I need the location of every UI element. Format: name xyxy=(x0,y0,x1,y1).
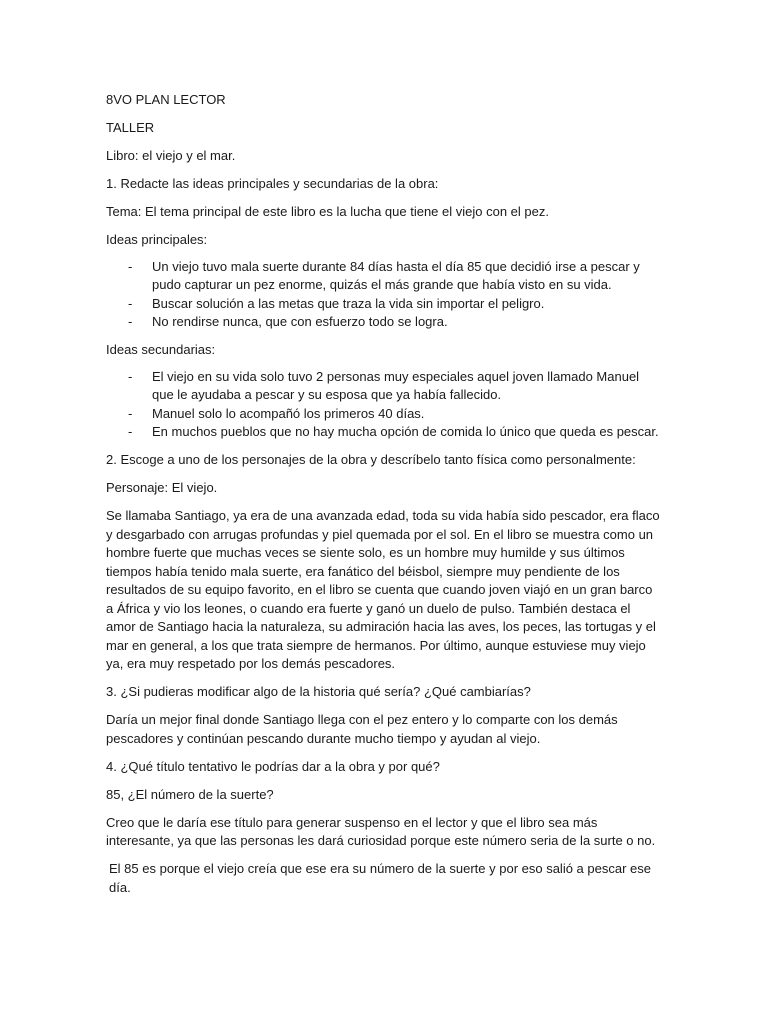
ideas-secundarias-list xyxy=(106,368,662,442)
list-item xyxy=(106,313,662,332)
dash-bullet: - xyxy=(128,405,133,421)
book-line: Libro: el viejo y el mar. xyxy=(106,148,236,163)
ideas-principales-list xyxy=(106,258,662,332)
ideas-principales-label: Ideas principales: xyxy=(106,232,208,247)
document-page xyxy=(106,91,662,907)
dash-bullet: - xyxy=(128,258,133,274)
list-item-text: Buscar solución a las metas que traza la vida sin importar el peligro. xyxy=(152,295,545,311)
list-item-text: Manuel solo lo acompañó los primeros 40 días. xyxy=(152,405,425,421)
list-item xyxy=(106,368,662,405)
question-1: 1. Redacte las ideas principales y secundarias de la obra: xyxy=(106,176,439,191)
list-item-text: Un viejo tuvo mala suerte durante 84 días hasta el día 85 que decidió irse a pescar y pudo capturar un pez enorme, quizás el más grande que había visto en su vida. xyxy=(152,258,640,292)
dash-bullet: - xyxy=(128,424,133,439)
list-item-text: No rendirse nunca, que con esfuerzo todo se logra. xyxy=(152,314,448,329)
tema-line: Tema: El tema principal de este libro es la lucha que tiene el viejo con el pez. xyxy=(106,204,549,219)
answer-4-extra: El 85 es porque el viejo creía que ese era su número de la suerte y por eso salió a pescar ese día. xyxy=(109,861,651,895)
list-item-text: En muchos pueblos que no hay mucha opción de comida lo único que queda es pescar. xyxy=(152,424,659,439)
document-title: 8VO PLAN LECTOR xyxy=(106,92,226,107)
character-description: Se llamaba Santiago, ya era de una avanzada edad, toda su vida había sido pescador, era flaco y desgarbado con arrugas profundas y piel quemada por el sol. En el libro se muestra como un hombre fuerte que muchas veces se siente solo, es un hombre muy humilde y sus últimos tiempos había tenido mala suerte, era fanático del béisbol, siempre muy pendiente de los resultados de su equipo favorito, en el libro se cuenta que cuando joven viajó en un gran barco a África y vio los leones, o cuando era fuerte y ganó un duelo de pulso. También destaca el amor de Santiago hacia la naturaleza, su admiración hacia las aves, los peces, las tortugas y el mar en general, a los que trata siempre de hermanos. Por último, aunque estuviese muy viejo ya, era muy respetado por los demás pescadores. xyxy=(106,508,660,671)
ideas-secundarias-label: Ideas secundarias: xyxy=(106,342,216,357)
list-item-text: El viejo en su vida solo tuvo 2 personas muy especiales aquel joven llamado Manuel que le ayudaba a pescar y su esposa que ya había fallecido. xyxy=(152,368,640,402)
dash-bullet: - xyxy=(128,368,133,384)
dash-bullet: - xyxy=(128,314,133,329)
question-2: 2. Escoge a uno de los personajes de la obra y descríbelo tanto física como personalmente: xyxy=(106,452,636,467)
dash-bullet: - xyxy=(128,295,133,311)
list-item xyxy=(106,405,662,424)
answer-4-title: 85, ¿El número de la suerte? xyxy=(106,786,274,802)
document-subtitle: TALLER xyxy=(106,120,155,135)
list-item xyxy=(106,258,662,295)
question-3: 3. ¿Si pudieras modificar algo de la historia qué sería? ¿Qué cambiarías? xyxy=(106,684,531,699)
personaje-line: Personaje: El viejo. xyxy=(106,480,218,495)
list-item xyxy=(106,423,662,442)
question-4: 4. ¿Qué título tentativo le podrías dar a la obra y por qué? xyxy=(106,758,440,774)
answer-4-reason: Creo que le daría ese título para generar suspenso en el lector y que el libro sea más interesante, ya que las personas les dará curiosidad porque este número seria de la surte o no. xyxy=(106,814,656,848)
list-item xyxy=(106,295,662,314)
answer-3: Daría un mejor final donde Santiago llega con el pez entero y lo comparte con los demás pescadores y continúan pescando durante mucho tiempo y ayudan al viejo. xyxy=(106,712,618,746)
